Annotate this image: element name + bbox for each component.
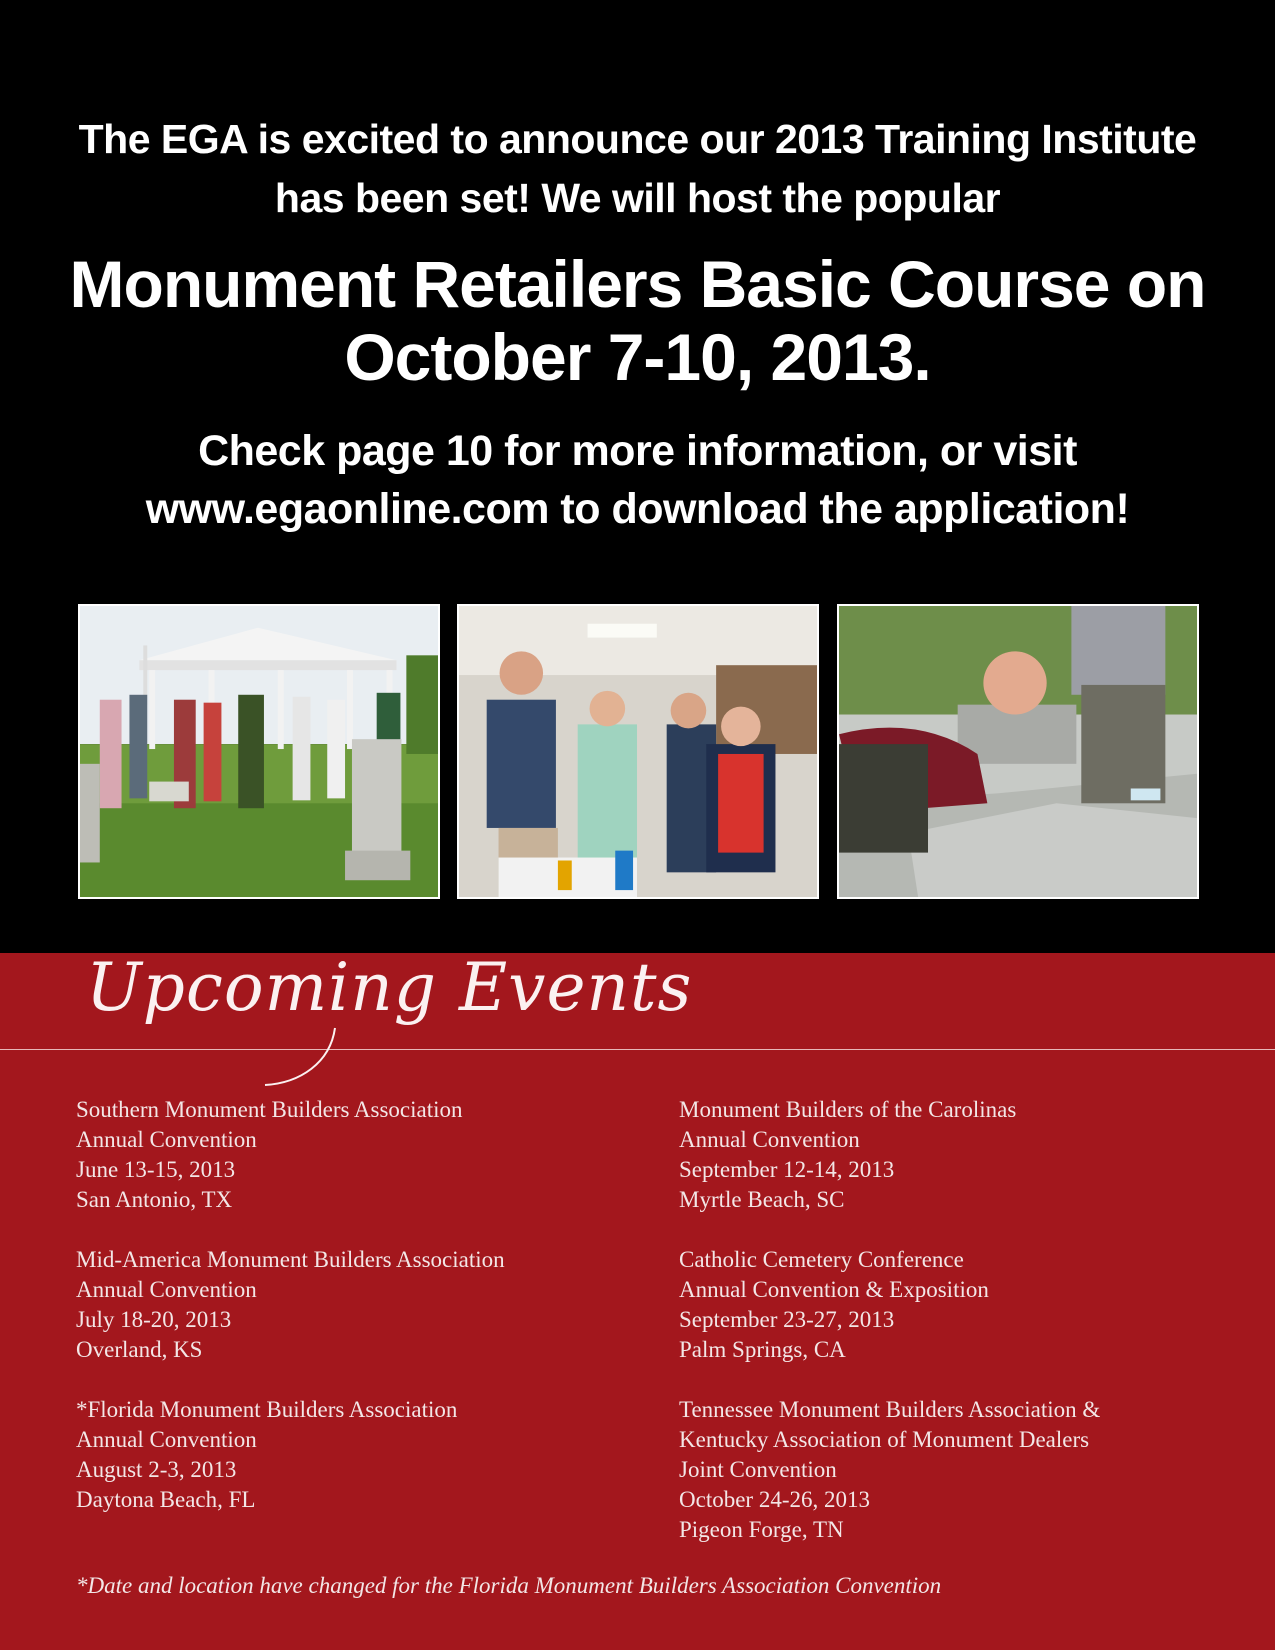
info-line: Check page 10 for more information, or visit [198,427,1077,475]
intro-line: The EGA is excited to announce our 2013 Training Institute [78,116,1197,162]
event-date: October 24-26, 2013 [679,1487,870,1512]
event-line: Southern Monument Builders Association [76,1097,463,1122]
course-headline [0,248,1275,394]
upcoming-events-title: Upcoming Events [86,949,693,1026]
event-item [679,1245,1259,1365]
events-right-column [679,1095,1259,1575]
event-date: September 12-14, 2013 [679,1157,895,1182]
indoor-training-photo [457,604,819,899]
event-item [679,1395,1259,1545]
event-line: Annual Convention [76,1127,257,1152]
event-location: Palm Springs, CA [679,1337,846,1362]
event-item [76,1395,636,1515]
info-line: www.egaonline.com to download the application! [145,485,1130,533]
event-date: June 13-15, 2013 [76,1157,236,1182]
event-location: Daytona Beach, FL [76,1487,256,1512]
intro-line: has been set! We will host the popular [274,175,1001,221]
announcement-intro [0,110,1275,228]
event-line: Annual Convention & Exposition [679,1277,989,1302]
event-line: Catholic Cemetery Conference [679,1247,964,1272]
event-line: Monument Builders of the Carolinas [679,1097,1017,1122]
event-location: Overland, KS [76,1337,203,1362]
event-line: Annual Convention [76,1277,257,1302]
date-change-footnote: *Date and location have changed for the Florida Monument Builders Association Convention [76,1573,942,1598]
upcoming-events-section [0,949,1275,1650]
events-left-column [76,1095,636,1545]
headline-line: October 7-10, 2013. [344,320,931,394]
event-location: San Antonio, TX [76,1187,233,1212]
event-line: Tennessee Monument Builders Association & [679,1397,1101,1422]
event-date: September 23-27, 2013 [679,1307,895,1332]
event-line: Joint Convention [679,1457,837,1482]
headline-line: Monument Retailers Basic Course on [69,247,1206,321]
event-line: Annual Convention [679,1127,860,1152]
event-line: Annual Convention [76,1427,257,1452]
event-location: Pigeon Forge, TN [679,1517,844,1542]
event-item [76,1095,636,1215]
event-line: *Florida Monument Builders Association [76,1397,458,1422]
event-item [76,1245,636,1365]
event-date: August 2-3, 2013 [76,1457,237,1482]
event-date: July 18-20, 2013 [76,1307,232,1332]
cemetery-group-photo [78,604,440,899]
event-item [679,1095,1259,1215]
title-divider [0,1049,1275,1050]
event-line: Kentucky Association of Monument Dealers [679,1427,1090,1452]
more-info-text [0,422,1275,538]
event-location: Myrtle Beach, SC [679,1187,845,1212]
event-line: Mid-America Monument Builders Association [76,1247,505,1272]
title-flourish-icon [260,1023,340,1093]
stone-inspection-photo [837,604,1199,899]
